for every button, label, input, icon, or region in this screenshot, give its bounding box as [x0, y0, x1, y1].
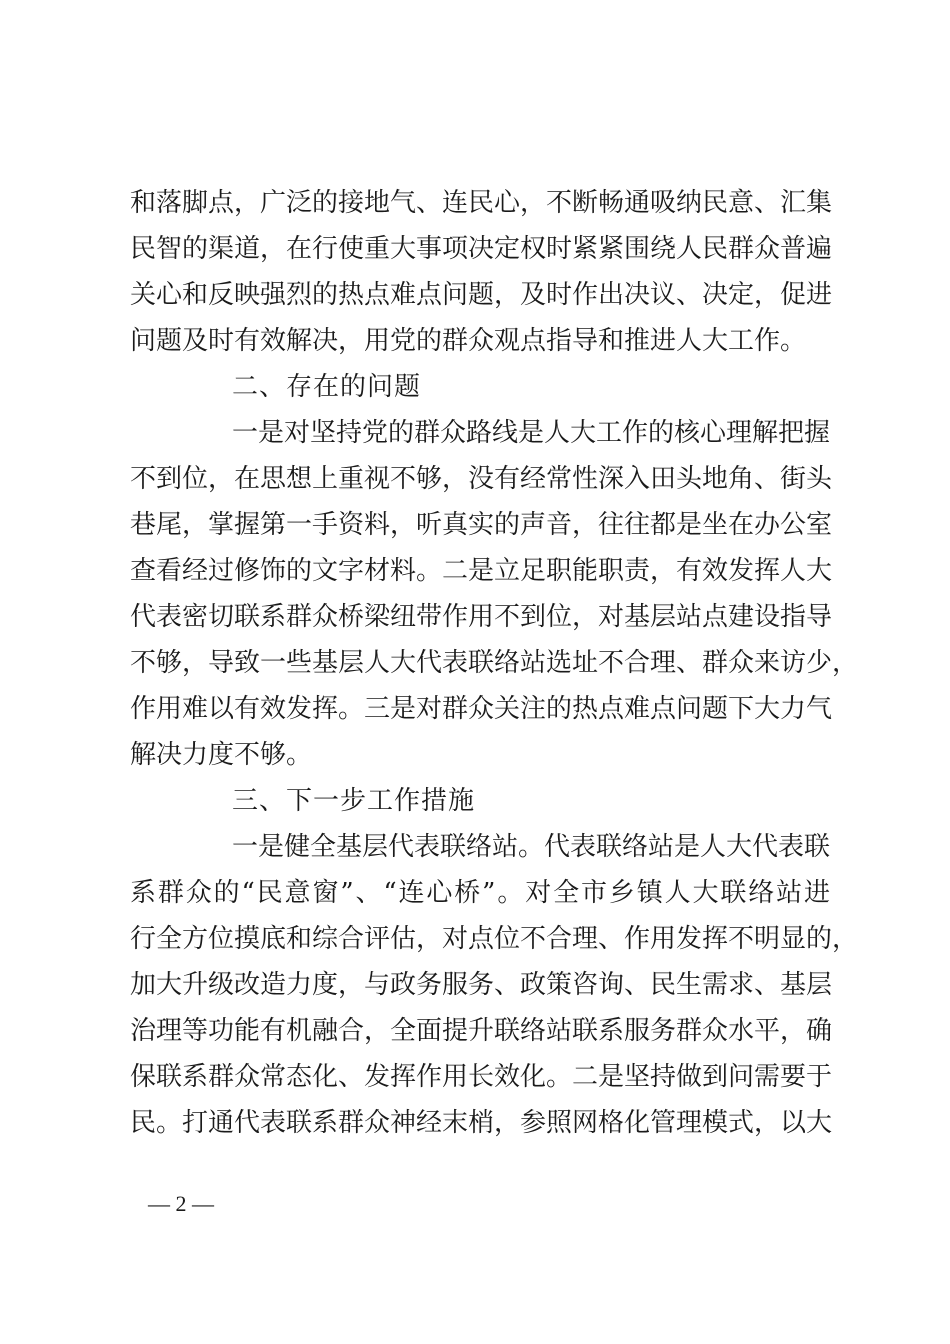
paragraph-line: 巷尾，掌握第一手资料，听真实的声音，往往都是坐在办公室	[130, 510, 833, 540]
paragraph-line: 加大升级改造力度，与政务服务、政策咨询、民生需求、基层	[130, 970, 833, 1000]
paragraph-line: 系群众的“民意窗”、“连心桥”。对全市乡镇人大联络站进	[130, 878, 830, 908]
paragraph-line: 一是对坚持党的群众路线是人大工作的核心理解把握	[232, 418, 831, 448]
paragraph-line: 查看经过修饰的文字材料。二是立足职能职责，有效发挥人大	[130, 556, 833, 586]
section-heading-next-steps: 三、下一步工作措施	[232, 786, 476, 816]
paragraph-line: 保联系群众常态化、发挥作用长效化。二是坚持做到问需要于	[130, 1062, 833, 1092]
paragraph-line: 作用难以有效发挥。三是对群众关注的热点难点问题下大力气	[130, 694, 833, 724]
paragraph-line: 解决力度不够。	[130, 740, 313, 770]
paragraph-line: 不到位，在思想上重视不够，没有经常性深入田头地角、街头	[130, 464, 833, 494]
paragraph-line: 关心和反映强烈的热点难点问题，及时作出决议、决定，促进	[130, 280, 833, 310]
page-number: — 2 —	[148, 1191, 214, 1216]
paragraph-line: 民。打通代表联系群众神经末梢，参照网格化管理模式，以大	[130, 1108, 833, 1138]
paragraph-line: 民智的渠道，在行使重大事项决定权时紧紧围绕人民群众普遍	[130, 234, 833, 264]
paragraph-line: 一是健全基层代表联络站。代表联络站是人大代表联	[232, 832, 831, 862]
section-heading-problems: 二、存在的问题	[232, 372, 422, 402]
paragraph-line: 问题及时有效解决，用党的群众观点指导和推进人大工作。	[130, 326, 807, 356]
paragraph-line: 不够，导致一些基层人大代表联络站选址不合理、群众来访少，	[130, 648, 859, 678]
paragraph-line: 代表密切联系群众桥梁纽带作用不到位，对基层站点建设指导	[130, 602, 833, 632]
paragraph-line: 治理等功能有机融合，全面提升联络站联系服务群众水平，确	[130, 1016, 833, 1046]
paragraph-line: 行全方位摸底和综合评估，对点位不合理、作用发挥不明显的，	[130, 924, 859, 954]
paragraph-line: 和落脚点，广泛的接地气、连民心，不断畅通吸纳民意、汇集	[130, 188, 833, 218]
